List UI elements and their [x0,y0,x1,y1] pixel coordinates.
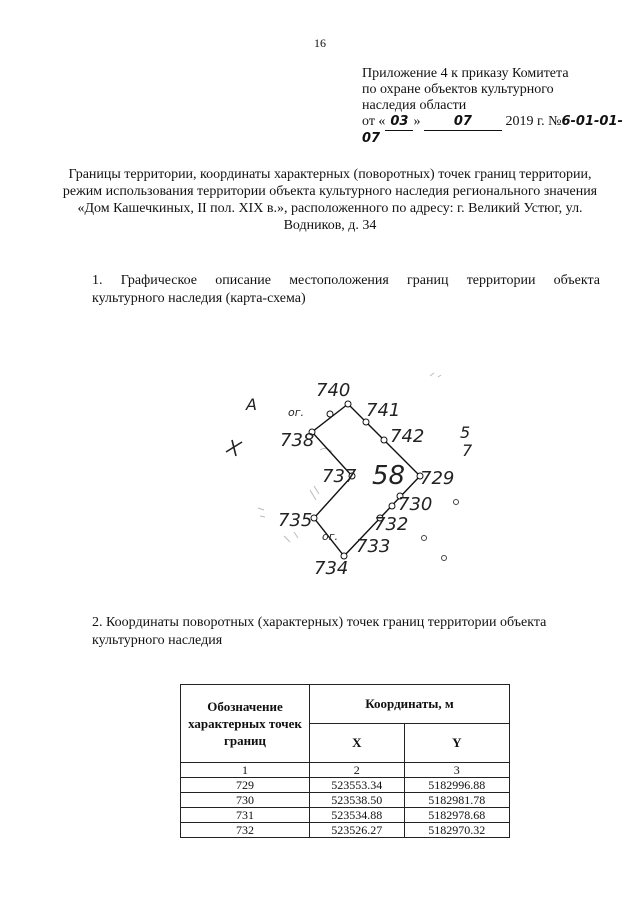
survey-marker [442,556,447,561]
boundary-map [180,360,500,590]
appendix-line-3: наследия области [362,98,467,113]
appendix-line-1: Приложение 4 к приказу Комитета [362,66,569,81]
point-label-740: 740 [316,380,351,401]
date-year: 2019 г. № [505,114,562,129]
cell-x: 523534.88 [310,808,405,823]
cell-x: 523553.34 [310,778,405,793]
map-edge-digit-2: 7 [462,441,473,460]
point-label-737: 737 [322,466,357,487]
point-label-729: 729 [420,468,455,489]
table-row [181,823,510,838]
date-mid: » [413,114,421,129]
map-parcel-number: 58 [372,461,406,491]
date-day: 03 [385,114,413,131]
point-label-735: 735 [278,510,313,531]
table-row [181,808,510,823]
appendix-line-2: по охране объектов культурного [362,82,554,97]
point-label-741: 741 [366,400,401,421]
cell-y: 5182978.68 [404,808,509,823]
section-2-heading: 2. Координаты поворотных (характерных) точек границ территории объекта культурного наследия [92,615,547,648]
map-og-label-1: ог. [288,406,305,419]
cell-point: 732 [181,823,310,838]
column-number: 3 [404,763,509,778]
map-block-label: А [246,395,257,414]
date-month: 07 [424,114,502,131]
map-edge-digit-1: 5 [460,423,471,442]
appendix-header [362,66,632,147]
appendix-date-line [362,114,632,147]
map-arrow-icon [226,440,242,456]
cell-x: 523538.50 [310,793,405,808]
cell-point: 731 [181,808,310,823]
date-prefix: от « [362,114,386,129]
cell-point: 730 [181,793,310,808]
survey-marker [422,536,427,541]
document-title: Границы территории, координаты характерных (поворотных) точек границ территории, режим использования территории объекта культурного наследия регионального значения «Дом Кашечкиных, II пол. XIX в.», расположенного по адресу: г. Великий Устюг, ул. Водников, д. 34 [62,167,598,233]
cell-y: 5182996.88 [404,778,509,793]
point-label-738: 738 [280,430,315,451]
cell-y: 5182970.32 [404,823,509,838]
table-row [181,778,510,793]
header-y: Y [404,724,509,763]
cell-x: 523526.27 [310,823,405,838]
coordinates-table [180,684,510,838]
page-number: 16 [314,36,326,50]
header-x: X [310,724,405,763]
survey-marker [454,500,459,505]
vertex-740 [345,401,351,407]
header-coordinates: Координаты, м [310,685,510,724]
vertex-742 [381,437,387,443]
header-point-designation: Обозначение характерных точек границ [181,685,310,763]
vertex-739 [327,411,333,417]
point-label-734: 734 [314,558,349,579]
point-label-732: 732 [374,514,409,535]
column-number: 2 [310,763,405,778]
map-og-label-2: ог. [322,530,339,543]
section-1-heading-line-1: 1. Графическое описание местоположения границ территории объекта [92,273,600,288]
section-1-heading-line-2: культурного наследия (карта-схема) [92,291,306,306]
vertex-731 [389,503,395,509]
order-number: 6-01-01-07 [362,114,623,146]
table-row [181,793,510,808]
column-number: 1 [181,763,310,778]
point-label-742: 742 [390,426,425,447]
point-label-733: 733 [356,536,391,557]
column-number-row [181,763,510,778]
cell-y: 5182981.78 [404,793,509,808]
cell-point: 729 [181,778,310,793]
point-label-730: 730 [398,494,433,515]
